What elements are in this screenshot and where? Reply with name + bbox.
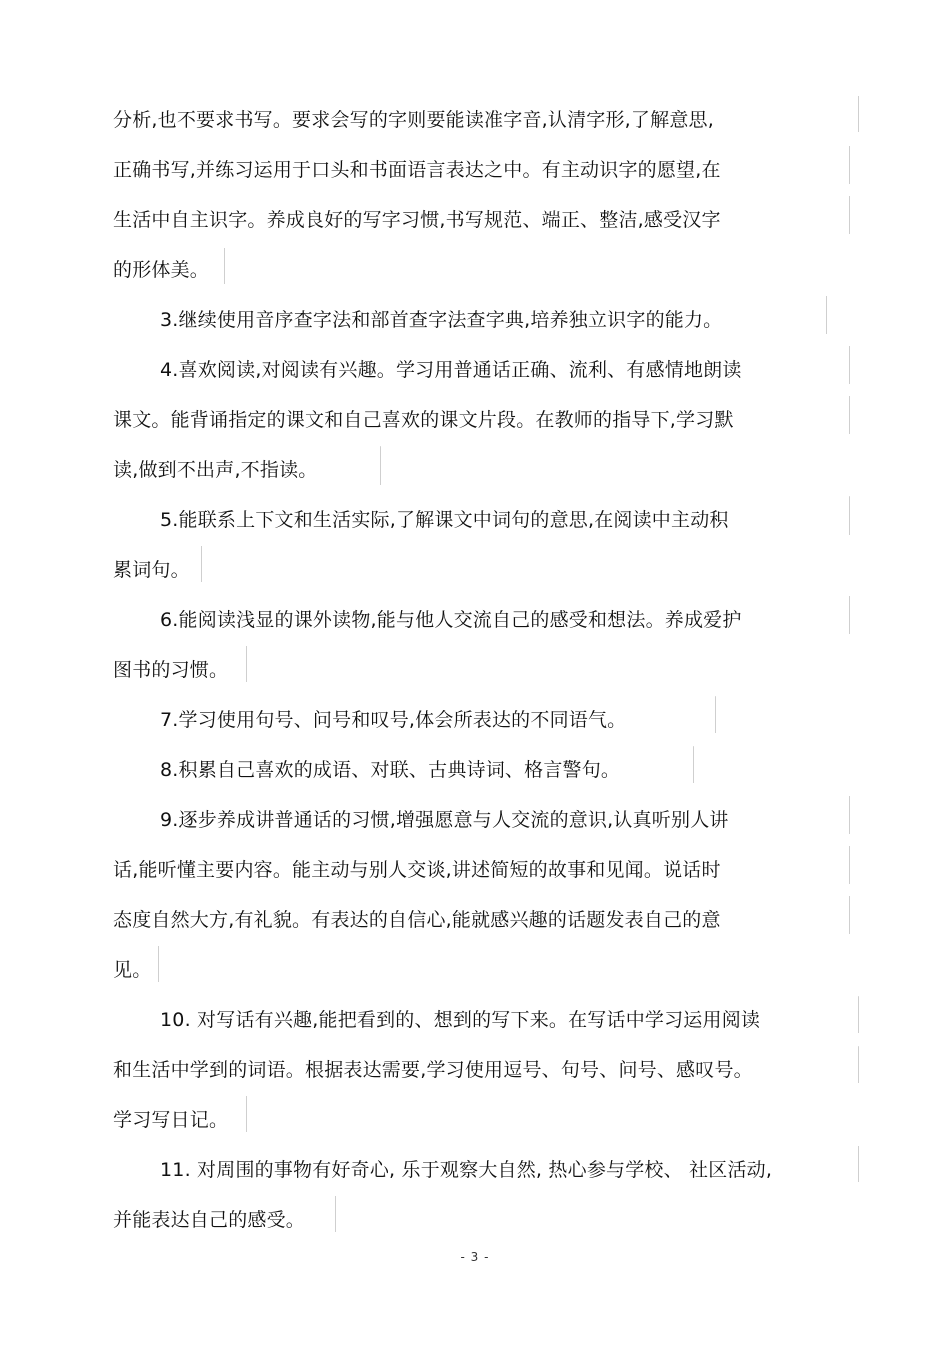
margin-mark [858,996,859,1033]
margin-mark [849,796,850,834]
margin-mark [849,396,850,434]
text-line-15: 9.逐步养成讲普通话的习惯,增强愿意与人交流的意识,认真听别人讲 [160,809,729,831]
margin-mark [335,1196,336,1232]
margin-mark [693,746,694,783]
margin-mark [849,846,850,884]
margin-mark [246,646,247,682]
margin-mark [858,1146,859,1182]
text-line-18: 见。 [113,959,152,981]
text-line-2: 正确书写,并练习运用于口头和书面语言表达之中。有主动识字的愿望,在 [113,159,721,181]
margin-mark [858,96,859,132]
text-line-12: 图书的习惯。 [113,659,229,681]
text-line-6: 4.喜欢阅读,对阅读有兴趣。学习用普通话正确、流利、有感情地朗读 [160,359,742,381]
margin-mark [380,446,381,485]
text-line-23: 并能表达自己的感受。 [113,1209,306,1231]
text-line-11: 6.能阅读浅显的课外读物,能与他人交流自己的感受和想法。养成爱护 [160,609,742,631]
text-line-13: 7.学习使用句号、问号和叹号,体会所表达的不同语气。 [160,709,627,731]
text-line-14: 8.积累自己喜欢的成语、对联、古典诗词、格言警句。 [160,759,621,781]
page-number: - 3 - [460,1250,490,1264]
margin-mark [849,896,850,934]
margin-mark [246,1096,247,1132]
text-line-20: 和生活中学到的词语。根据表达需要,学习使用逗号、句号、问号、感叹号。 [113,1059,753,1081]
margin-mark [201,546,202,582]
margin-mark [849,196,850,234]
margin-mark [224,248,225,284]
text-line-4: 的形体美。 [113,259,210,281]
text-line-22: 11. 对周围的事物有好奇心, 乐于观察大自然, 热心参与学校、 社区活动, [160,1159,773,1181]
margin-mark [826,296,827,334]
text-line-19: 10. 对写话有兴趣,能把看到的、想到的写下来。在写话中学习运用阅读 [160,1009,761,1031]
margin-mark [158,946,159,982]
text-line-9: 5.能联系上下文和生活实际,了解课文中词句的意思,在阅读中主动积 [160,509,729,531]
text-line-17: 态度自然大方,有礼貌。有表达的自信心,能就感兴趣的话题发表自己的意 [113,909,721,931]
margin-mark [849,596,850,634]
text-line-10: 累词句。 [113,559,190,581]
margin-mark [858,1046,859,1083]
margin-mark [715,696,716,733]
text-line-21: 学习写日记。 [113,1109,229,1131]
text-line-5: 3.继续使用音序查字法和部首查字法查字典,培养独立识字的能力。 [160,309,723,331]
text-line-16: 话,能听懂主要内容。能主动与别人交谈,讲述简短的故事和见闻。说话时 [113,859,721,881]
text-line-7: 课文。能背诵指定的课文和自己喜欢的课文片段。在教师的指导下,学习默 [113,409,734,431]
margin-mark [849,496,850,535]
text-line-8: 读,做到不出声,不指读。 [113,459,318,481]
margin-mark [849,346,850,384]
margin-mark [849,146,850,184]
text-line-3: 生活中自主识字。养成良好的写字习惯,书写规范、端正、整洁,感受汉字 [113,209,721,231]
text-line-1: 分析,也不要求书写。要求会写的字则要能读准字音,认清字形,了解意思, [113,109,714,131]
